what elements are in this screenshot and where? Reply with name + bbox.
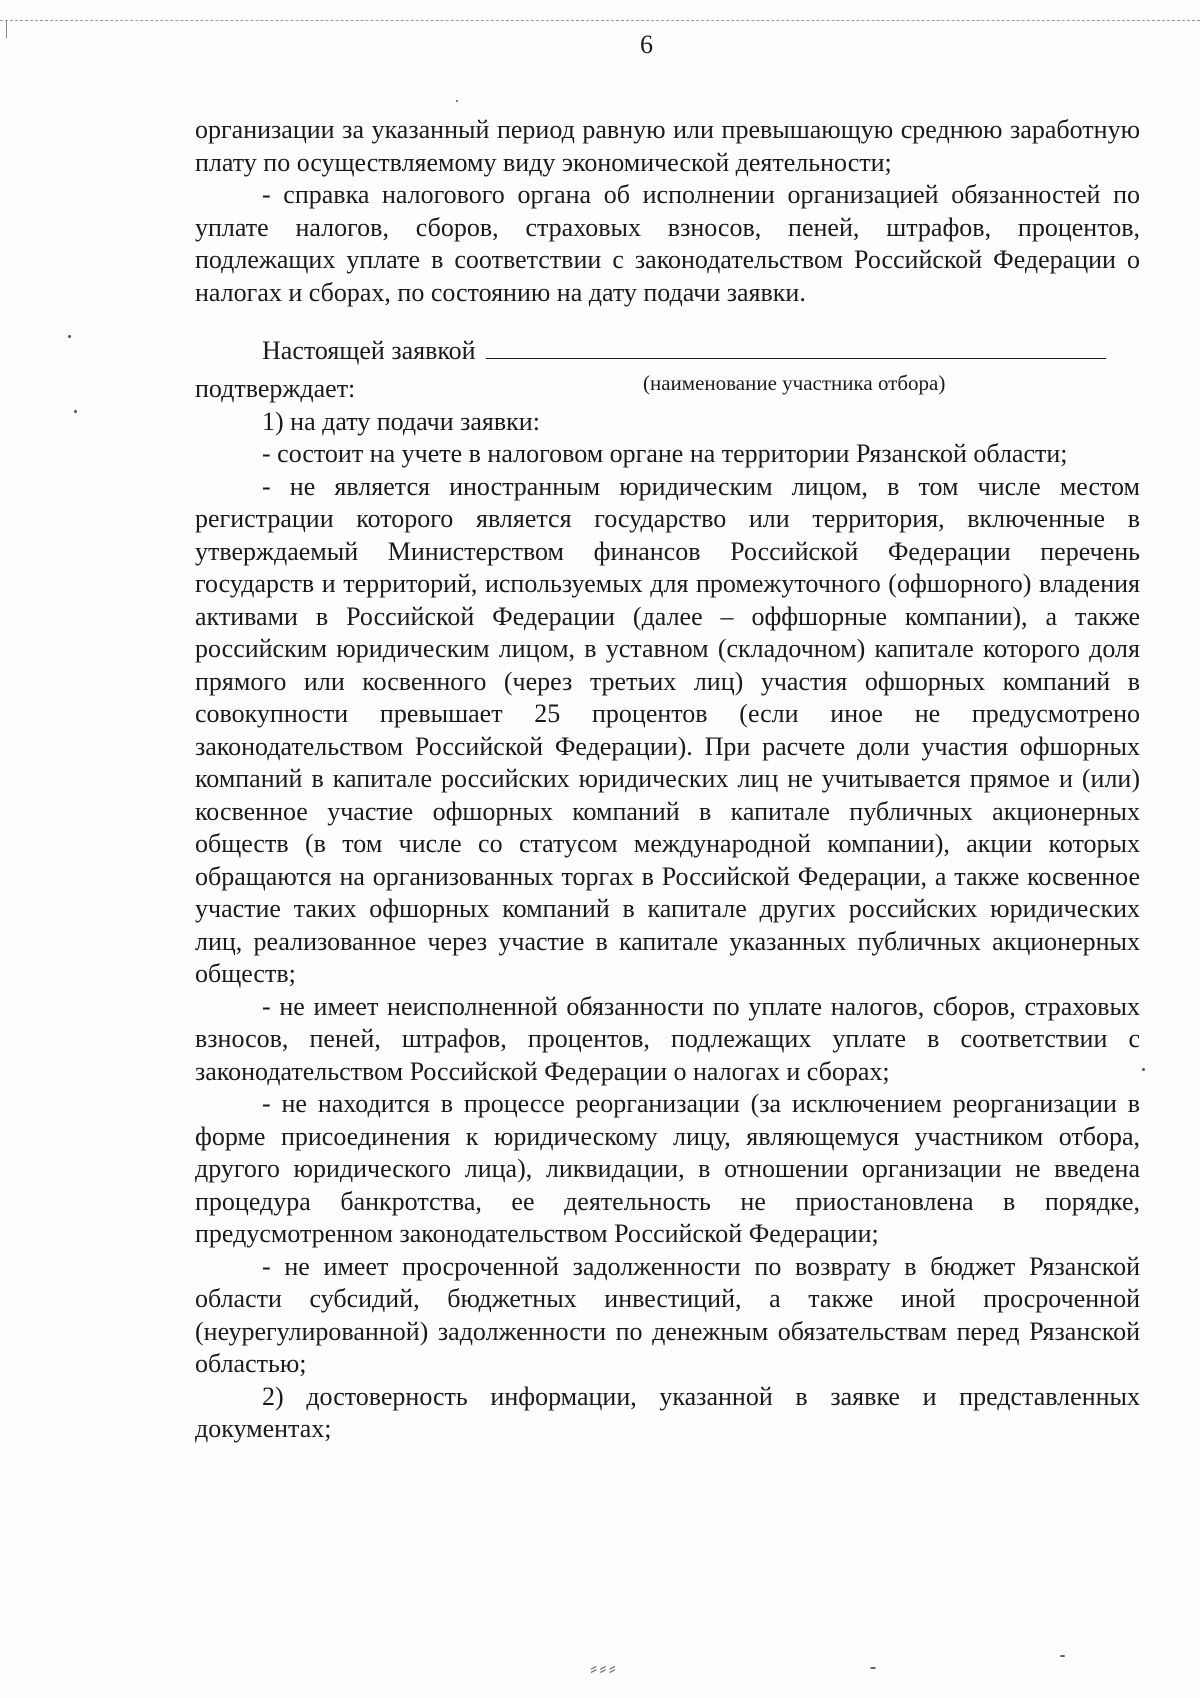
paragraph-item-2: 2) достоверность информации, указанной в заявке и представленных документах;: [195, 1381, 1140, 1443]
scan-edge-line: [0, 20, 1200, 21]
participant-name-caption: (наименование участника отбора): [643, 371, 946, 395]
scan-speck: [1142, 1068, 1145, 1071]
application-label: Настоящей заявкой: [262, 336, 476, 365]
text-block-main: [195, 373, 1140, 1446]
paragraph-no-reorganization: - не находится в процессе реорганизации (за исключением реорганизации в форме присоединения к юридическому лицу, являющемуся участником отбора, другого юридического лица), ликвидации, в отношении организации не введена процедура банкротства, ее деятельность не приостановлена в порядке, предусмотренном законодательством Российской Федерации;: [195, 1089, 1140, 1248]
participant-name-blank: [486, 358, 1106, 359]
scan-smudge: ⸗⸗⸗: [590, 1655, 618, 1680]
paragraph-offshore: - не является иностранным юридическим лицом, в том числе местом регистрации которого является государство или территория, включенные в утверждаемый Министерством финансов Российской Федерации перечень государств и территорий, используемых для промежуточного (офшорного) владения активами в Российской Федерации (далее – оффшорные компании), а также российским юридическим лицом, в уставном (складочном) капитале которого доля прямого или косвенного (через третьих лиц) участия офшорных компаний в совокупности превышает 25 процентов (если иное не предусмотрено законодательством Российской Федерации). При расчете доли участия офшорных компаний в капитале российских юридических лиц не учитывается прямое и (или) косвенное участие офшорных компаний в капитале публичных акционерных обществ (в том числе со статусом международной компании), акции которых обращаются на организованных торгах в Российской Федерации, а также косвенное участие таких офшорных компаний в капитале других российских юридических лиц, реализованное через участие в капитале указанных публичных акционерных обществ;: [195, 471, 1140, 988]
scan-speck: [456, 100, 458, 102]
paragraph-no-overdue-debt: - не имеет просроченной задолженности по возврату в бюджет Рязанской области субсидий, бюджетных инвестиций, а также иной просроченной (неурегулированной) задолженности по денежным обязательствам перед Рязанской областью;: [195, 1251, 1140, 1378]
scan-speck: [1060, 1655, 1065, 1657]
scan-edge-mark: [6, 20, 7, 38]
paragraph-continuation: организации за указанный период равную или превышающую среднюю заработную плату по осуществляемому виду экономической деятельности;: [195, 115, 1140, 177]
paragraph-confirms: подтверждает:: [195, 374, 356, 403]
paragraph-tax-certificate: - справка налогового органа об исполнении организацией обязанностей по уплате налогов, сборов, страховых взносов, пеней, штрафов, процентов, подлежащих уплате в соответствии с законодательством Российской Федерации о налогах и сборах, по состоянию на дату подачи заявки.: [195, 180, 1140, 307]
scan-speck: [74, 410, 77, 413]
scan-speck: [870, 1667, 876, 1669]
paragraph-no-tax-debt: - не имеет неисполненной обязанности по уплате налогов, сборов, страховых взносов, пеней, штрафов, процентов, подлежащих уплате в соответствии с законодательством Российской Федерации о налогах и сборах;: [195, 991, 1140, 1086]
paragraph-item-1: 1) на дату подачи заявки:: [262, 406, 540, 436]
application-statement-line: [262, 335, 1142, 367]
page-number: 6: [640, 30, 653, 59]
paragraph-tax-registration: - состоит на учете в налоговом органе на территории Рязанской области;: [262, 439, 1068, 468]
text-block-top: [195, 114, 1140, 309]
scan-speck: [68, 335, 71, 338]
